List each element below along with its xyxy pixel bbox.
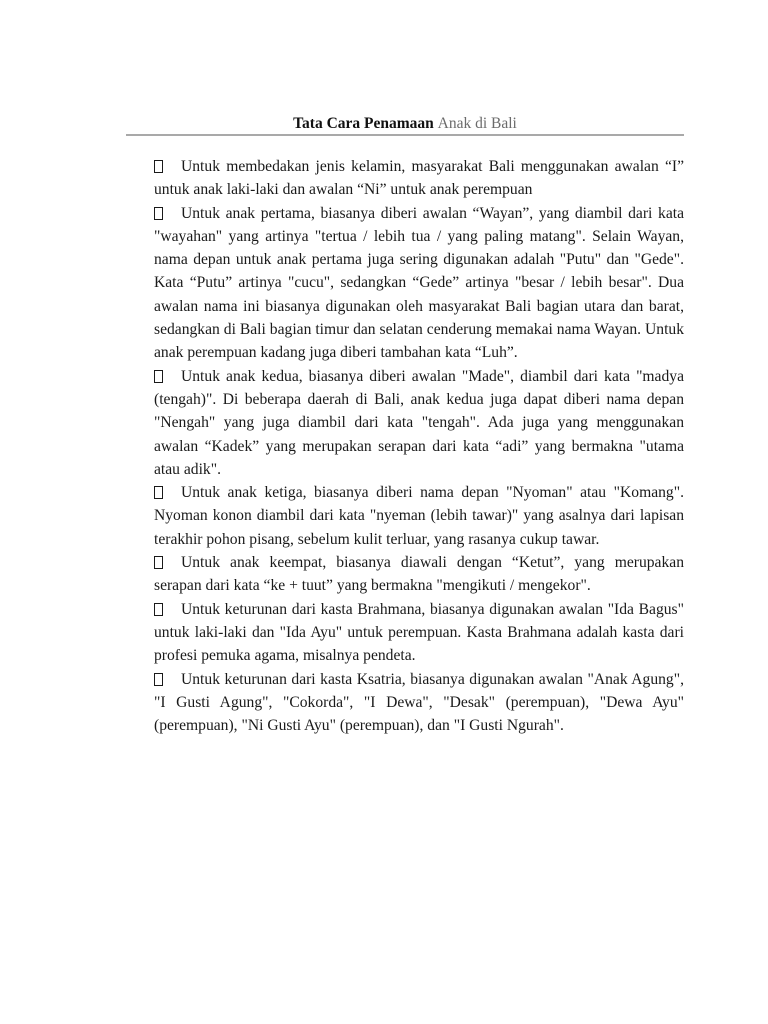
list-item bbox=[154, 598, 684, 668]
document-title bbox=[126, 114, 684, 134]
naming-rules-list bbox=[154, 155, 684, 737]
title-main: Tata Cara Penamaan bbox=[293, 115, 434, 132]
missing-glyph-box-icon bbox=[154, 207, 163, 220]
list-item-text: Untuk membedakan jenis kelamin, masyarakat Bali menggunakan awalan “I” untuk anak laki-laki dan awalan “Ni” untuk anak perempuan bbox=[154, 158, 684, 199]
list-item bbox=[154, 155, 684, 202]
list-item-text: Untuk keturunan dari kasta Brahmana, biasanya digunakan awalan "Ida Bagus" untuk laki-laki dan "Ida Ayu" untuk perempuan. Kasta Brahmana adalah kasta dari profesi pemuka agama, misalnya pendeta. bbox=[154, 600, 684, 665]
list-item bbox=[154, 202, 684, 365]
missing-glyph-box-icon bbox=[154, 370, 163, 383]
missing-glyph-box-icon bbox=[154, 603, 163, 616]
missing-glyph-box-icon bbox=[154, 160, 163, 173]
list-item-text: Untuk anak keempat, biasanya diawali dengan “Ketut”, yang merupakan serapan dari kata “ke + tuut” yang bermakna "mengikuti / mengekor". bbox=[154, 554, 684, 595]
missing-glyph-box-icon bbox=[154, 556, 163, 569]
list-item bbox=[154, 668, 684, 738]
title-underline bbox=[126, 134, 684, 136]
list-item bbox=[154, 551, 684, 598]
list-item-text: Untuk anak pertama, biasanya diberi awalan “Wayan”, yang diambil dari kata "wayahan" yang artinya "tertua / lebih tua / yang paling matang". Selain Wayan, nama depan untuk anak pertama juga sering digunakan adalah "Putu" dan "Gede". Kata “Putu” artinya "cucu", sedangkan “Gede” artinya "besar / lebih besar". Dua awalan nama ini biasanya digunakan oleh masyarakat Bali bagian utara dan barat, sedangkan di Bali bagian timur dan selatan cenderung memakai nama Wayan. Untuk anak perempuan kadang juga diberi tambahan kata “Luh”. bbox=[154, 204, 684, 362]
missing-glyph-box-icon bbox=[154, 486, 163, 499]
list-item-text: Untuk anak ketiga, biasanya diberi nama depan "Nyoman" atau "Komang". Nyoman konon diambil dari kata "nyeman (lebih tawar)" yang asalnya dari lapisan terakhir pohon pisang, sebelum kulit terluar, yang rasanya cukup tawar. bbox=[154, 484, 684, 548]
list-item-text: Untuk anak kedua, biasanya diberi awalan "Made", diambil dari kata "madya (tengah)". Di beberapa daerah di Bali, anak kedua juga dapat diberi nama depan "Nengah" yang juga diambil dari kata "tengah". Ada juga yang menggunakan awalan “Kadek” yang merupakan serapan dari kata “adi” yang bermakna "utama atau adik". bbox=[154, 367, 684, 478]
title-accent: Anak di Bali bbox=[437, 115, 517, 132]
missing-glyph-box-icon bbox=[154, 673, 163, 686]
list-item bbox=[154, 365, 684, 481]
list-item-text: Untuk keturunan dari kasta Ksatria, biasanya digunakan awalan "Anak Agung", "I Gusti Agung", "Cokorda", "I Dewa", "Desak" (perempuan), "Dewa Ayu" (perempuan), "Ni Gusti Ayu" (perempuan), dan "I Gusti Ngurah". bbox=[154, 670, 684, 735]
list-item bbox=[154, 481, 684, 551]
